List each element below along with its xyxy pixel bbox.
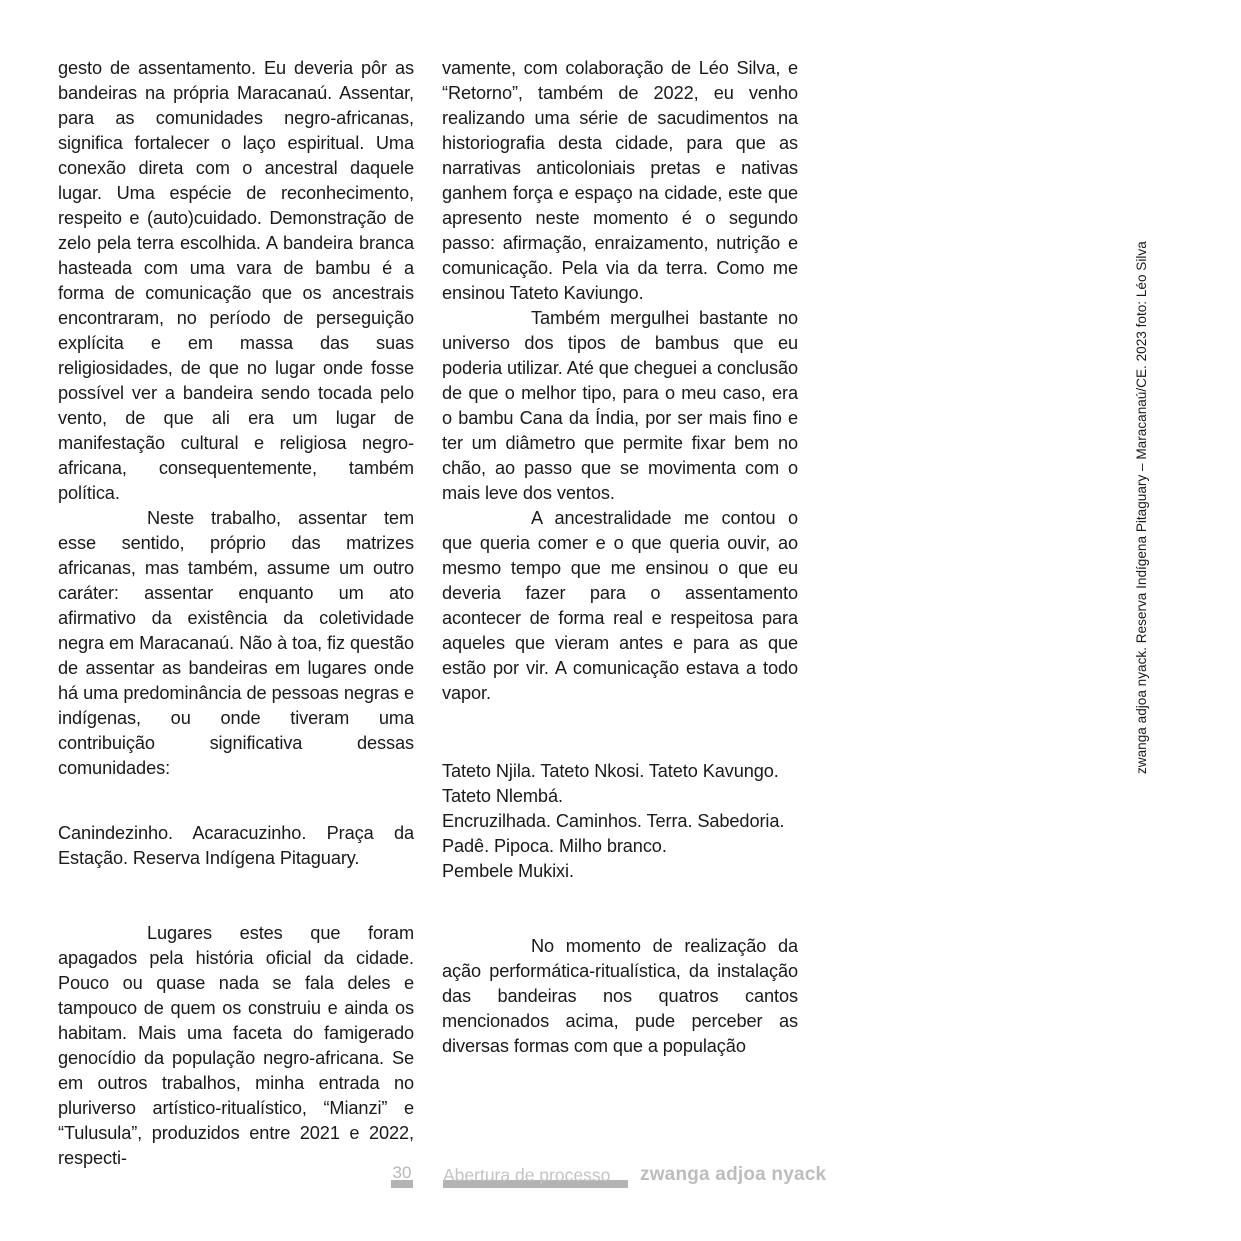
invocation-line: Encruzilhada. Caminhos. Terra. Sabedoria. [442,811,785,831]
left-text-column [58,56,414,1171]
paragraph: A ancestralidade me contou o que queria comer e o que queria ouvir, ao mesmo tempo que me ensinou o que eu deveria fazer para o assentamento acontecer de forma real e respeitosa para aqueles que vieram antes e para as que estão por vir. A comunicação estava a todo vapor. [442,508,798,703]
author-name: zwanga adjoa nyack [640,1164,827,1185]
photo-caption: zwanga adjoa nyack. Reserva Indígena Pitaguary – Maracanaú/CE. 2023 foto: Léo Silva [1134,241,1149,774]
invocation-line: Tateto Nlembá. [442,786,563,806]
paragraph: No momento de realização da ação performática-ritualística, da instalação das bandeiras nos quatros cantos mencionados acima, pude perceber as diversas formas com que a população [442,936,798,1056]
paragraph: Também mergulhei bastante no universo dos tipos de bambus que eu poderia utilizar. Até que cheguei a conclusão de que o melhor tipo, para o meu caso, era o bambu Cana da Índia, por ser mais fino e ter um diâmetro que permite fixar bem no chão, ao passo que se movimenta com o mais leve dos ventos. [442,308,798,503]
invocation-line: Pembele Mukixi. [442,861,574,881]
section-title: Abertura de processo [443,1165,611,1185]
right-text-column [442,56,798,1059]
paragraph: vamente, com colaboração de Léo Silva, e “Retorno”, também de 2022, eu venho realizando uma série de sacudimentos na historiografia desta cidade, para que as narrativas anticoloniais pretas e nativas ganhem força e espaço na cidade, este que apresento neste momento é o segundo passo: afirmação, enraizamento, nutrição e comunicação. Pela via da terra. Como me ensinou Tateto Kaviungo. [442,58,798,303]
paragraph: gesto de assentamento. Eu deveria pôr as bandeiras na própria Maracanaú. Assentar, para as comunidades negro-africanas, significa fortalecer o laço espiritual. Uma conexão direta com o ancestral daquele lugar. Uma espécie de reconhecimento, respeito e (auto)cuidado. Demonstração de zelo pela terra escolhida. A bandeira branca hasteada com uma vara de bambu é a forma de comunicação que os ancestrais encontraram, no período de perseguição explícita e em massa das suas religiosidades, de que no lugar onde fosse possível ver a bandeira sendo tocada pelo vento, de que ali era um lugar de manifestação cultural e religiosa negro-africana, consequentemente, também política. [58,58,414,503]
places-list: Canindezinho. Acaracuzinho. Praça da Estação. Reserva Indígena Pitaguary. [58,823,414,868]
page-footer [0,1160,1241,1200]
invocation-line: Tateto Njila. Tateto Nkosi. Tateto Kavungo. [442,761,779,781]
paragraph: Lugares estes que foram apagados pela história oficial da cidade. Pouco ou quase nada se fala deles e tampouco de quem os construiu e ainda os habitam. Mais uma faceta do famigerado genocídio da população negro-africana. Se em outros trabalhos, minha entrada no pluriverso artístico-ritualístico, “Mianzi” e “Tulusula”, produzidos entre 2021 e 2022, respecti- [58,923,414,1168]
invocation-list [442,759,798,884]
paragraph: Neste trabalho, assentar tem esse sentido, próprio das matrizes africanas, mas também, assume um outro caráter: assentar enquanto um ato afirmativo da existência da coletividade negra em Maracanaú. Não à toa, fiz questão de assentar as bandeiras em lugares onde há uma predominância de pessoas negras e indígenas, ou onde tiveram uma contribuição significativa dessas comunidades: [58,508,414,778]
page-number: 30 [392,1163,412,1182]
invocation-line: Padê. Pipoca. Milho branco. [442,836,667,856]
